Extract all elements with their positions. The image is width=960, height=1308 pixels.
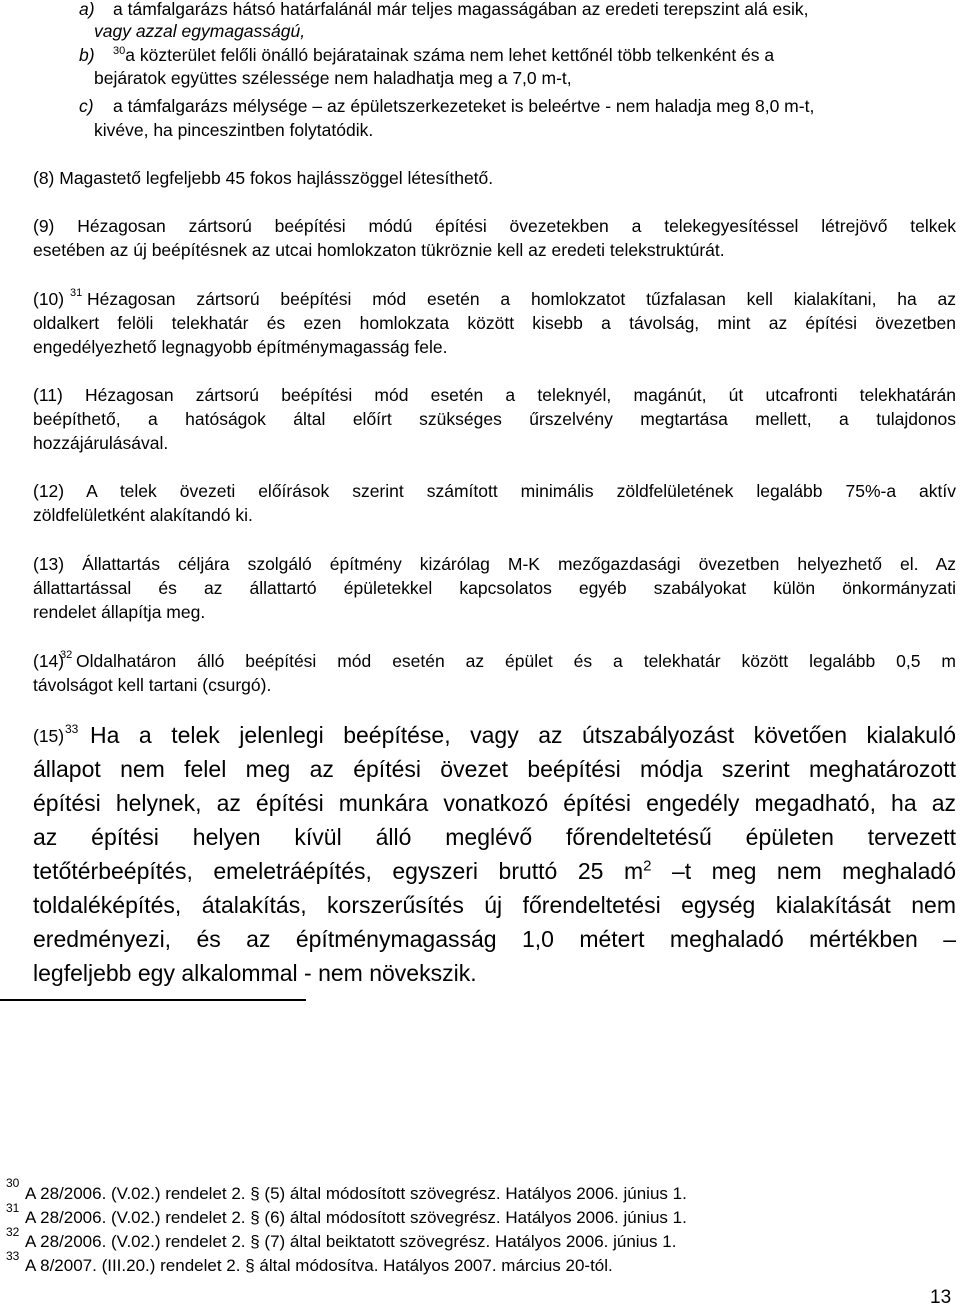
footnote-number-32: 32 [6, 1225, 20, 1239]
footnote-number-30: 30 [6, 1176, 20, 1190]
paragraph-12-line1: (12) A telek övezeti előírások szerint számított minimális zöldfelületének legalább 75%-a aktív [33, 481, 956, 501]
paragraph-15-line3: építési helynek, az építési munkára vonatkozó építési engedély megadható, ha az [33, 790, 956, 816]
paragraph-10-line1: Hézagosan zártsorú beépítési mód esetén a homlokzatot tűzfalasan kell kialakítani, ha az [87, 289, 956, 309]
list-item-b-line1 [113, 44, 774, 66]
paragraph-15-line8: legfeljebb egy alkalommal - nem növekszik. [33, 960, 477, 986]
list-item-c-line1: a támfalgarázs mélysége – az épületszerkezeteket is beleértve - nem haladja meg 8,0 m-t, [113, 96, 815, 116]
paragraph-15-number: (15) [33, 726, 65, 746]
paragraph-9-line1: (9) Hézagosan zártsorú beépítési módú építési övezetekben a telekegyesítéssel létrejövő telkek [33, 216, 956, 236]
paragraph-14-line1: Oldalhatáron álló beépítési mód esetén az épület és a telekhatár között legalább 0,5 m [76, 651, 956, 671]
paragraph-15-line6: toldaléképítés, átalakítás, korszerűsítés új főrendeltetési egység kialakítását nem [33, 892, 956, 918]
list-item-a-line2: vagy azzal egymagasságú, [94, 21, 306, 41]
footnote-ref-30: 30 [113, 45, 126, 58]
list-label-b: b) [79, 45, 95, 65]
paragraph-15-line5-part1: tetőtérbeépítés, emeletráépítés, egyszeri bruttó 25 m [33, 858, 644, 884]
paragraph-10-line2: oldalkert felöli telekhatár és ezen homlokzata között kisebb a távolság, mint az építési övezetben [33, 313, 956, 333]
list-item-b-text1: a közterület felőli önálló bejáratainak száma nem lehet kettőnél több telkenként és a [125, 45, 775, 65]
paragraph-15-line5-part2: –t meg nem meghaladó [671, 858, 956, 884]
paragraph-13-line2: állattartással és az állattartó épületekkel kapcsolatos egyéb szabályokat külön önkormányzati [33, 578, 956, 598]
paragraph-13-line1: (13) Állattartás céljára szolgáló építmény kizárólag M-K mezőgazdasági övezetben helyezhető el. Az [33, 554, 956, 574]
footnote-text-33: A 8/2007. (III.20.) rendelet 2. § által módosítva. Hatályos 2007. március 20-tól. [25, 1256, 613, 1275]
list-item-b-line2: bejáratok együttes szélessége nem haladhatja meg a 7,0 m-t, [94, 68, 572, 88]
footnote-text-31: A 28/2006. (V.02.) rendelet 2. § (6) által módosított szövegrész. Hatályos 2006. június 1. [25, 1208, 687, 1227]
list-item-a-line1: a támfalgarázs hátsó határfalánál már teljes magasságában az eredeti terepszint alá esik, [113, 0, 809, 19]
footnote-ref-33: 33 [65, 722, 79, 736]
paragraph-13-line3: rendelet állapítja meg. [33, 602, 206, 622]
paragraph-11-line3: hozzájárulásával. [33, 433, 169, 453]
list-item-c-line2: kivéve, ha pinceszintben folytatódik. [94, 120, 374, 140]
footnote-number-31: 31 [6, 1201, 20, 1215]
paragraph-15-line7: eredményezi, és az építménymagasság 1,0 métert meghaladó mértékben – [33, 926, 956, 952]
paragraph-15-line1: Ha a telek jelenlegi beépítése, vagy az útszabályozást követően kialakuló [90, 722, 956, 748]
page-number: 13 [930, 1287, 952, 1308]
paragraph-9-line2: esetében az új beépítésnek az utcai homlokzaton tükröznie kell az eredeti telekstruktúrát. [33, 240, 725, 260]
paragraph-15-line5 [33, 856, 956, 886]
paragraph-14-line2: távolságot kell tartani (csurgó). [33, 675, 272, 695]
paragraph-10-line3: engedélyezhető legnagyobb építménymagasság fele. [33, 337, 448, 357]
footnote-number-33: 33 [6, 1249, 20, 1263]
footnote-ref-31: 31 [70, 287, 83, 299]
superscript-2: 2 [643, 857, 652, 875]
paragraph-15-line2: állapot nem felel meg az építési övezet beépítési módja szerint meghatározott [33, 756, 956, 782]
footnote-ref-32: 32 [60, 649, 73, 661]
footnote-text-32: A 28/2006. (V.02.) rendelet 2. § (7) által beiktatott szövegrész. Hatályos 2006. június 1. [25, 1232, 677, 1251]
list-label-a: a) [79, 0, 95, 19]
list-label-c: c) [79, 96, 94, 116]
paragraph-8: (8) Magastető legfeljebb 45 fokos hajlásszöggel létesíthető. [33, 168, 494, 188]
paragraph-15-line4: az építési helyen kívül álló meglévő főrendeltetésű épületen tervezett [33, 824, 956, 850]
footnote-text-30: A 28/2006. (V.02.) rendelet 2. § (5) által módosított szövegrész. Hatályos 2006. június 1. [25, 1184, 687, 1203]
paragraph-11-line2: beépíthető, a hatóságok által előírt szükséges űrszelvény megtartása mellett, a tulajdonos [33, 409, 956, 429]
paragraph-10-number: (10) [33, 289, 65, 309]
footnote-separator [0, 999, 306, 1001]
paragraph-12-line2: zöldfelületként alakítandó ki. [33, 505, 253, 525]
paragraph-14-number: (14) [33, 651, 65, 671]
paragraph-11-line1: (11) Hézagosan zártsorú beépítési mód esetén a teleknyél, magánút, út utcafronti telekhatárán [33, 385, 956, 405]
